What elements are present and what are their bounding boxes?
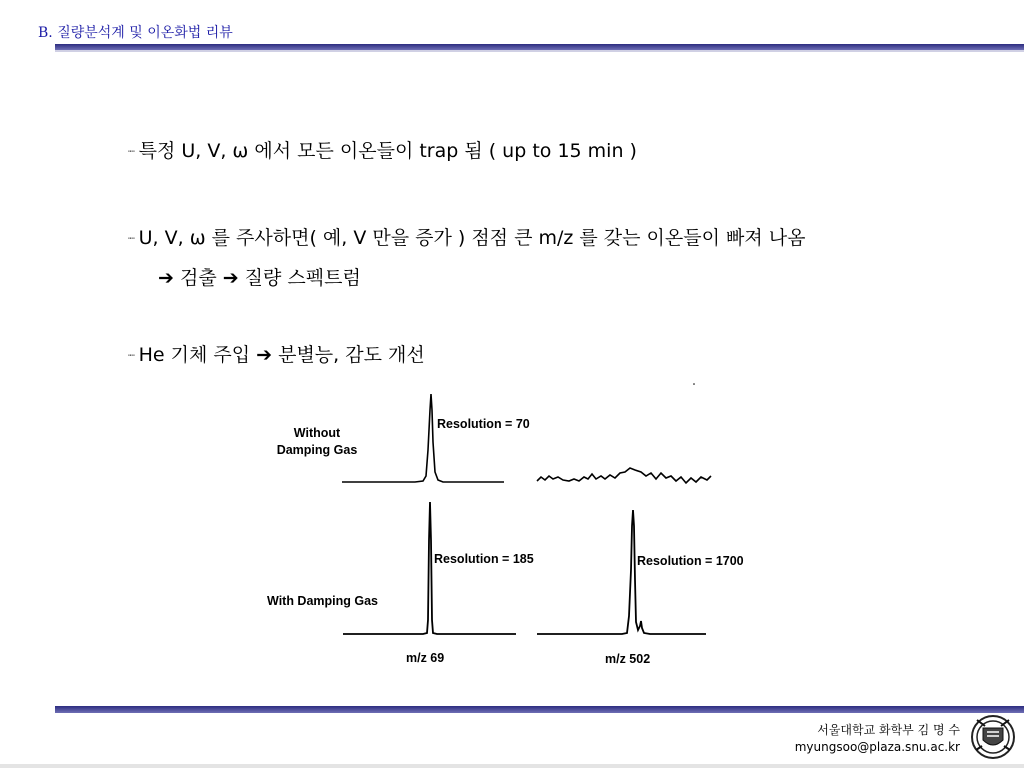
label-without-line2: Damping Gas xyxy=(276,443,358,457)
bullet-dash: ┈ xyxy=(128,145,135,158)
spectrum-with-damping-mz502 xyxy=(537,510,706,634)
bullet-2-continuation: ➔ 검출 ➔ 질량 스펙트럼 xyxy=(158,267,361,289)
resolution-70: Resolution = 70 xyxy=(437,417,530,431)
label-with-damping: With Damping Gas xyxy=(267,594,379,608)
bullet-2-text: U, V, ω 를 주사하면( 예, V 만을 증가 ) 점점 큰 m/z 를 갖는 이온들이 빠져 나옴 xyxy=(138,227,806,249)
header-divider xyxy=(55,44,1024,50)
bullet-dash: ┈ xyxy=(128,349,135,362)
footer-credit xyxy=(795,722,960,756)
footer-affiliation: 서울대학교 화학부 김 명 수 xyxy=(817,723,960,737)
university-emblem-icon xyxy=(970,714,1016,760)
footer-email: myungsoo@plaza.snu.ac.kr xyxy=(794,740,960,754)
spectrum-with-damping-mz69 xyxy=(343,502,516,634)
mz-69-label: m/z 69 xyxy=(406,651,445,665)
bullet-1 xyxy=(128,136,637,163)
footer-divider xyxy=(55,706,1024,713)
spectrum-without-damping-mz502 xyxy=(537,468,711,483)
label-without-line1: Without xyxy=(293,426,341,440)
resolution-1700: Resolution = 1700 xyxy=(637,554,744,568)
bullet-3 xyxy=(128,340,425,367)
bullet-3-text: He 기체 주입 ➔ 분별능, 감도 개선 xyxy=(138,344,425,366)
mass-spectra-figure xyxy=(260,380,780,675)
page-title: B. 질량분석계 및 이온화법 리뷰 xyxy=(38,25,233,41)
bullet-2 xyxy=(128,223,805,250)
mz-502-label: m/z 502 xyxy=(605,652,651,666)
bullet-1-text: 특정 U, V, ω 에서 모든 이온들이 trap 됨 ( up to 15 min ) xyxy=(138,140,637,162)
bottom-strip xyxy=(0,764,1024,768)
resolution-185: Resolution = 185 xyxy=(434,552,534,566)
spectrum-without-damping-mz69 xyxy=(342,394,504,482)
bullet-dash: ┈ xyxy=(128,232,135,245)
stray-mark xyxy=(693,383,695,385)
